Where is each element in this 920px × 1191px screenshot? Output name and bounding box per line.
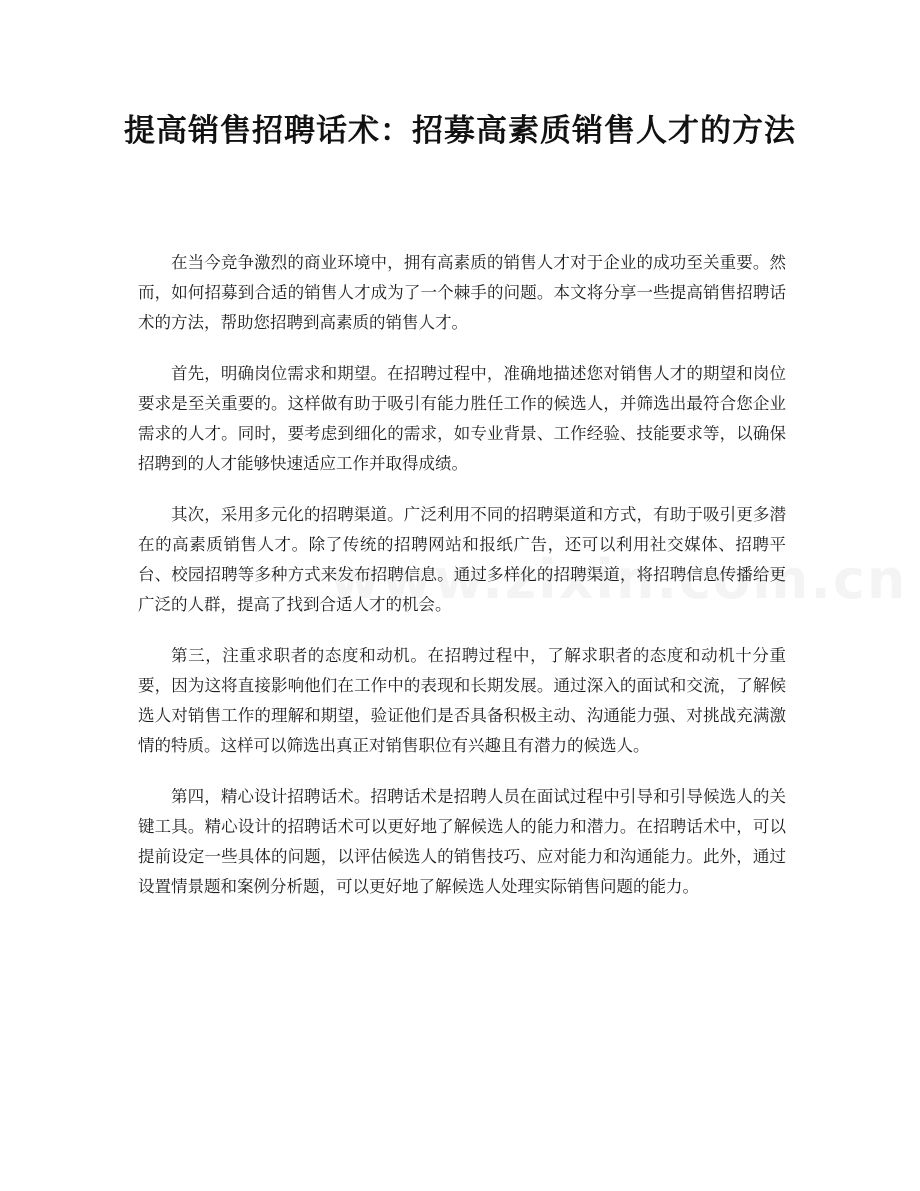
document-body: [138, 248, 786, 923]
paragraph-third: 第三，注重求职者的态度和动机。在招聘过程中，了解求职者的态度和动机十分重要，因为这将直接影响他们在工作中的表现和长期发展。通过深入的面试和交流，了解候选人对销售工作的理解和期望，验证他们是否具备积极主动、沟通能力强、对挑战充满激情的特质。这样可以筛选出真正对销售职位有兴趣且有潜力的候选人。: [138, 646, 786, 755]
document-title: 提高销售招聘话术：招募高素质销售人才的方法: [124, 113, 796, 149]
paragraph-intro: 在当今竞争激烈的商业环境中，拥有高素质的销售人才对于企业的成功至关重要。然而，如何招募到合适的销售人才成为了一个棘手的问题。本文将分享一些提高销售招聘话术的方法，帮助您招聘到高素质的销售人才。: [138, 253, 786, 332]
paragraph-second: 其次，采用多元化的招聘渠道。广泛利用不同的招聘渠道和方式，有助于吸引更多潜在的高素质销售人才。除了传统的招聘网站和报纸广告，还可以利用社交媒体、招聘平台、校园招聘等多种方式来发布招聘信息。通过多样化的招聘渠道，将招聘信息传播给更广泛的人群，提高了找到合适人才的机会。: [138, 505, 786, 614]
paragraph-first: 首先，明确岗位需求和期望。在招聘过程中，准确地描述您对销售人才的期望和岗位要求是至关重要的。这样做有助于吸引有能力胜任工作的候选人，并筛选出最符合您企业需求的人才。同时，要考虑到细化的需求，如专业背景、工作经验、技能要求等，以确保招聘到的人才能够快速适应工作并取得成绩。: [138, 364, 786, 473]
paragraph-fourth: 第四，精心设计招聘话术。招聘话术是招聘人员在面试过程中引导和引导候选人的关键工具。精心设计的招聘话术可以更好地了解候选人的能力和潜力。在招聘话术中，可以提前设定一些具体的问题，以评估候选人的销售技巧、应对能力和沟通能力。此外，通过设置情景题和案例分析题，可以更好地了解候选人处理实际销售问题的能力。: [138, 787, 786, 896]
